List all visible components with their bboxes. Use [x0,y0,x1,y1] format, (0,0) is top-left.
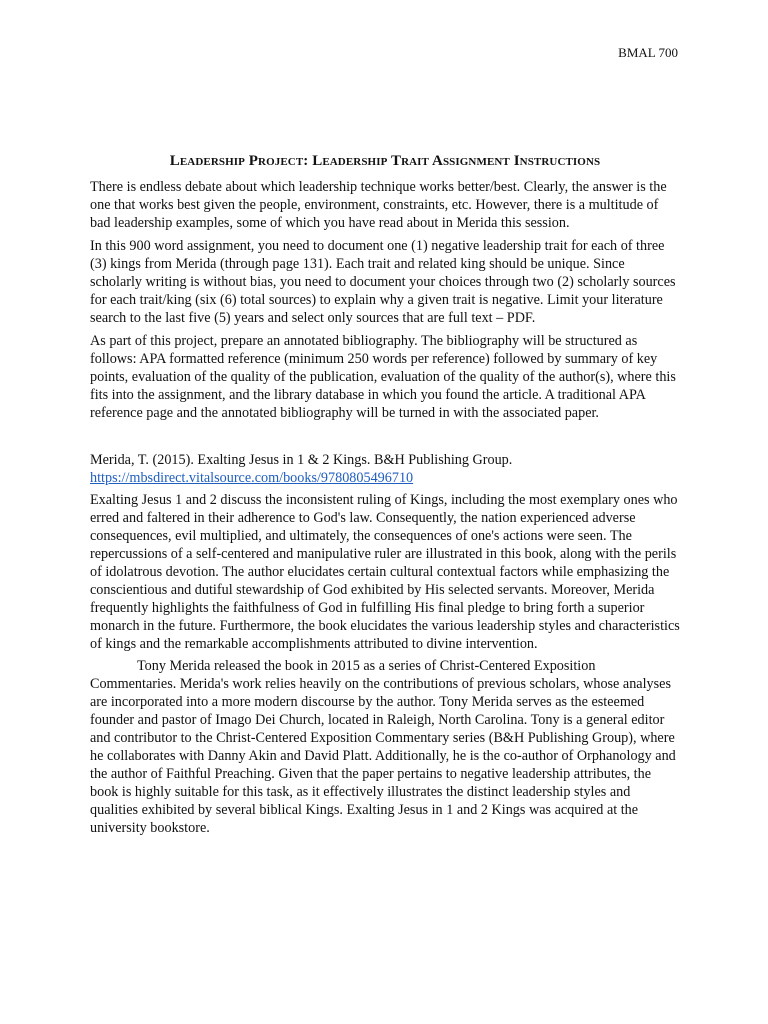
instructions-paragraph-1: There is endless debate about which leadership technique works better/best. Clearly, the answer is the one that works best given the people, environment, constraints, etc. However, there is a multitude of bad leadership examples, some of which you have read about in Merida this session. [90,179,667,231]
annotation-evaluation-paragraph: Tony Merida released the book in 2015 as a series of Christ-Centered Exposition Commentaries. Merida's work relies heavily on the contributions of previous scholars, whose analyses are incorporated into a more modern discourse by the author. Tony Merida serves as the esteemed founder and pastor of Imago Dei Church, located in Raleigh, North Carolina. Tony is a general editor and contributor to the Christ-Centered Exposition Commentary series (B&H Publishing Group), where he collaborates with Danny Akin and David Platt. Additionally, he is the co-author of Orphanology and the author of Faithful Preaching. Given that the paper pertains to negative leadership attributes, the book is highly suitable for this task, as it effectively illustrates the distinct leadership styles and qualities exhibited by several biblical Kings. Exalting Jesus in 1 and 2 Kings was acquired at the university bookstore. [90,658,676,836]
section-spacer [90,427,680,451]
instructions-paragraph-2: In this 900 word assignment, you need to document one (1) negative leadership trait for each of three (3) kings from Merida (through page 131). Each trait and related king should be unique. Since scholarly writing is without bias, you need to document your choices through two (2) scholarly sources for each trait/king (six (6) total sources) to explain why a given trait is negative. Limit your literature search to the last five (5) years and select only sources that are full text – PDF. [90,238,676,326]
document-body [90,152,680,841]
reference-link[interactable]: https://mbsdirect.vitalsource.com/books/9780805496710 [90,470,414,486]
course-code: BMAL 700 [618,45,678,60]
assignment-title: Leadership Project: Leadership Trait Assignment Instructions [169,153,601,169]
instructions-paragraph-3: As part of this project, prepare an annotated bibliography. The bibliography will be structured as follows: APA formatted reference (minimum 250 words per reference) followed by summary of key points, evaluation of the quality of the publication, evaluation of the quality of the author(s), where this fits into the assignment, and the library database in which you found the article. A traditional APA reference page and the annotated bibliography will be turned in with the associated paper. [90,333,676,421]
reference-citation: Merida, T. (2015). Exalting Jesus in 1 & 2 Kings. B&H Publishing Group. [90,452,513,468]
reference-entry [90,451,680,487]
annotation-summary-paragraph: Exalting Jesus 1 and 2 discuss the inconsistent ruling of Kings, including the most exemplary ones who erred and faltered in their adherence to God's law. Consequently, the nation experienced adverse consequences, evil multiplied, and ultimately, the consequences of one's actions were seen. The repercussions of a self-centered and manipulative ruler are illustrated in this book, along with the perils of idolatrous devotion. The author elucidates certain cultural contextual factors while emphasizing the conscientious and dutiful stewardship of God exhibited by His selected servants. Moreover, Merida frequently highlights the faithfulness of God in fulfilling His final pledge to bring forth a superior monarch in the future. Furthermore, the book elucidates the various leadership styles and characteristics of kings and the remarkable accomplishments attributed to divine intervention. [90,492,680,652]
